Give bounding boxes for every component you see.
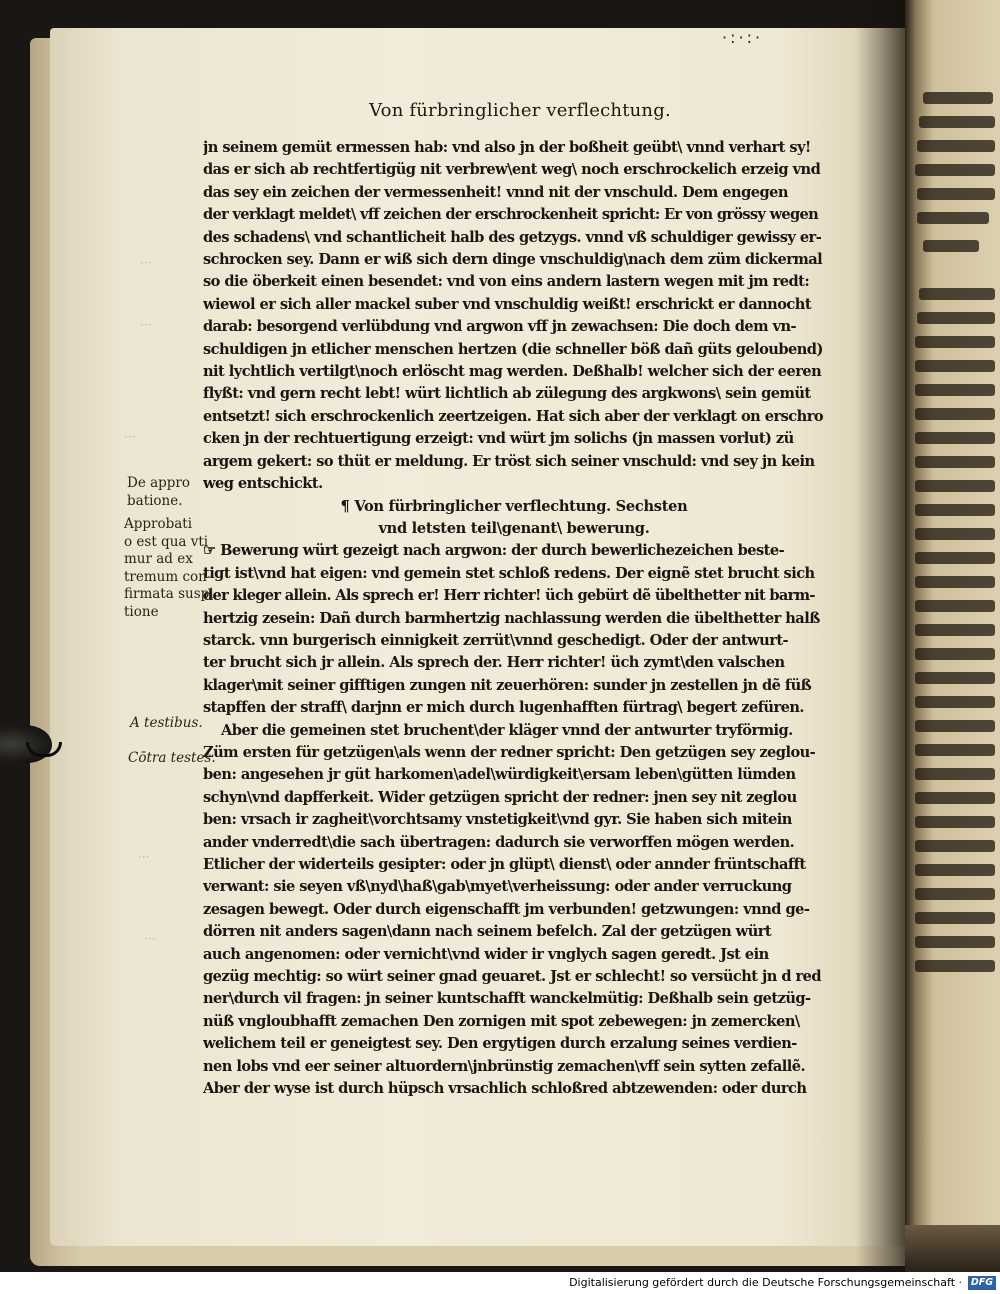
text-line: Etlicher der widerteils gesipter: oder jn glüpt\ dienst\ oder annder früntschafft [203,856,806,873]
margin-note-contra-testes: Cōtra testes. [128,750,216,766]
text-line: Aber der wyse ist durch hüpsch vrsachlich schloßred abtzewenden: oder durch [203,1080,807,1098]
text-line: schyn\vnd dapfferkeit. Wider getzügen spricht der redner: jnen sey nit zeglou [203,788,797,806]
margin-note-a-testibus: A testibus. [130,715,203,731]
body-text [203,137,825,1100]
text-line: starck. vnn burgerisch einnigkeit zerrüt\vnnd geschedigt. Oder der antwurt- [203,631,789,649]
section-heading: vnd letsten teil\genant\ bewerung. [378,519,650,537]
margin-note-line: Approbati [124,516,193,532]
show-through-mark: ··· [140,318,152,332]
margin-note-line: batione. [127,492,183,509]
text-line: weg entschickt. [203,475,323,493]
text-line: Züm ersten für getzügen\als wenn der redner spricht: Den getzügen sey zeglou- [203,743,816,761]
text-line: das sey ein zeichen der vermessenheit! vnnd nit der vnschuld. Dem engegen [203,183,788,201]
text-line: wiewol er sich aller mackel suber vnd vnschuldig weißt! erschrickt er dannocht [203,295,812,313]
running-head: Von fürbringlicher verflechtung. [369,100,671,121]
section-heading: ¶ Von fürbringlicher verflechtung. Sechsten [340,497,688,515]
text-line: der kleger allein. Als sprech er! Herr richter! üch gebürt dẽ übelthetter nit barm- [203,587,815,605]
margin-note-line: De appro [127,475,191,491]
text-line: entsetzt! sich erschrockenlich zeertzeigen. Hat sich aber der verklagt on erschro [203,407,824,425]
text-line: Aber die gemeinen stet bruchent\der kläger vnnd der antwurter tryförmig. [221,721,793,739]
margin-note-line: o est qua vti [124,533,209,550]
text-line: ter brucht sich jr allein. Als sprech der. Herr richter! üch zymt\den valschen [203,654,785,672]
facing-page-edge [905,0,1000,1272]
text-line: jn seinem gemüt ermessen hab: vnd also jn der boßheit geübt\ vnnd verhart sy! [203,139,811,156]
text-line: nüß vngloubhafft zemachen Den zornigen mit spot zebewegen: jn zemercken\ [203,1012,800,1030]
margin-note-line: mur ad ex [124,551,193,567]
text-line: hertzig zesein: Dañ durch barmhertzig nachlassung werden die übelthetter halß [203,609,820,627]
text-line: argem gekert: so thüt er meldung. Er tröst sich seiner vnschuld: vnd sey jn kein [203,452,815,470]
text-line: nit lychtlich vertilgt\noch erlöscht mag werden. Deßhalb! welcher sich der eeren [203,363,822,381]
text-line: ☞ Bewerung würt gezeigt nach argwon: der durch bewerlichezeichen beste- [203,542,785,560]
margin-note-de-approbatione [127,475,190,510]
ink-marks: ·:·:· [722,28,764,47]
text-line: cken jn der rechtuertigung erzeigt: vnd würt jm solichs (jn massen vorlut) zü [203,430,794,448]
text-line: ander vnderredt\die sach übertragen: dadurch sie verworffen mögen werden. [203,833,795,851]
text-line: auch angenomen: oder vernicht\vnd wider ir vnglych sagen geredt. Jst ein [203,945,769,963]
text-line: dörren nit anders sagen\dann nach seinem befelch. Zal der getzügen würt [203,923,772,941]
margin-note-approbatio [124,516,214,621]
text-line: ben: vrsach ir zagheit\vorchtsamy vnstetigkeit\vnd gyr. Sie haben sich mitein [203,811,792,829]
text-line: welichem teil er geneigtest sey. Den ergytigen durch erzalung seines verdien- [203,1035,797,1053]
text-line: des schadens\ vnd schantlicheit halb des getzygs. vnnd vß schuldiger gewissy er- [203,228,822,246]
text-line: darab: besorgend verlübdung vnd argwon vff jn zewachsen: Die doch dem vn- [203,318,797,336]
show-through-mark: ··· [138,850,150,864]
show-through-mark: ··· [124,430,136,444]
show-through-mark: ··· [144,932,156,946]
text-line: schrocken sey. Dann er wiß sich dern dinge vnschuldig\nach dem züm dickermal [203,251,823,269]
text-line: flyßt: vnd gern recht lebt! würt lichtlich ab zülegung des argkwons\ sein gemüt [203,385,811,403]
margin-note-line: tremum con [124,568,207,585]
text-line: klager\mit seiner gifftigen zungen nit zeuerhören: sunder jn zestellen jn dẽ füß [203,676,812,694]
dfg-logo: DFG [968,1276,996,1290]
margin-note-line: firmata suspi [124,586,214,602]
facing-page-bottom [905,1225,1000,1272]
text-line: das er sich ab rechtfertigüg nit verbrew\ent weg\ noch erschrockelich erzeig vnd [203,161,821,179]
text-line: zesagen bewegt. Oder durch eigenschafft jm verbunden! getzwungen: vnnd ge- [203,900,810,918]
text-line: verwant: sie seyen vß\nyd\haß\gab\myet\verheissung: oder ander verruckung [203,878,792,896]
text-line: ner\durch vil fragen: jn seiner kuntschafft wanckelmütig: Deßhalb sein getzüg- [203,990,811,1008]
text-line: schuldigen jn etlicher menschen hertzen (die schneller böß dañ güts geloubend) [203,340,823,358]
footer-bar [0,1272,1000,1294]
text-line: der verklagt meldet\ vff zeichen der erschrockenheit spricht: Er von grössy wegen [203,206,819,224]
text-line: gezüg mechtig: so würt seiner gnad geuaret. Jst er schlecht! so versücht jn d red [203,968,822,986]
text-line: tigt ist\vnd hat eigen: vnd gemein stet schloß redens. Der eignẽ stet brucht sich [203,564,815,582]
text-line: so die öberkeit einen besendet: vnd von eins andern lastern wegen mit jm redt: [203,273,810,291]
text-line: ben: angesehen jr güt harkomen\adel\würdigkeit\ersam leben\gütten lümden [203,766,796,784]
show-through-mark: ··· [140,256,152,270]
margin-note-line: tione [124,603,159,620]
footer-credit: Digitalisierung gefördert durch die Deutsche Forschungsgemeinschaft · [569,1276,962,1289]
text-line: nen lobs vnd eer seiner altuordern\jnbrünstig zemachen\vff sein sytten zefallẽ. [203,1057,805,1075]
text-line: stapffen der straff\ darjnn er mich durch lugenhafften fürtrag\ begert zefüren. [203,699,804,717]
